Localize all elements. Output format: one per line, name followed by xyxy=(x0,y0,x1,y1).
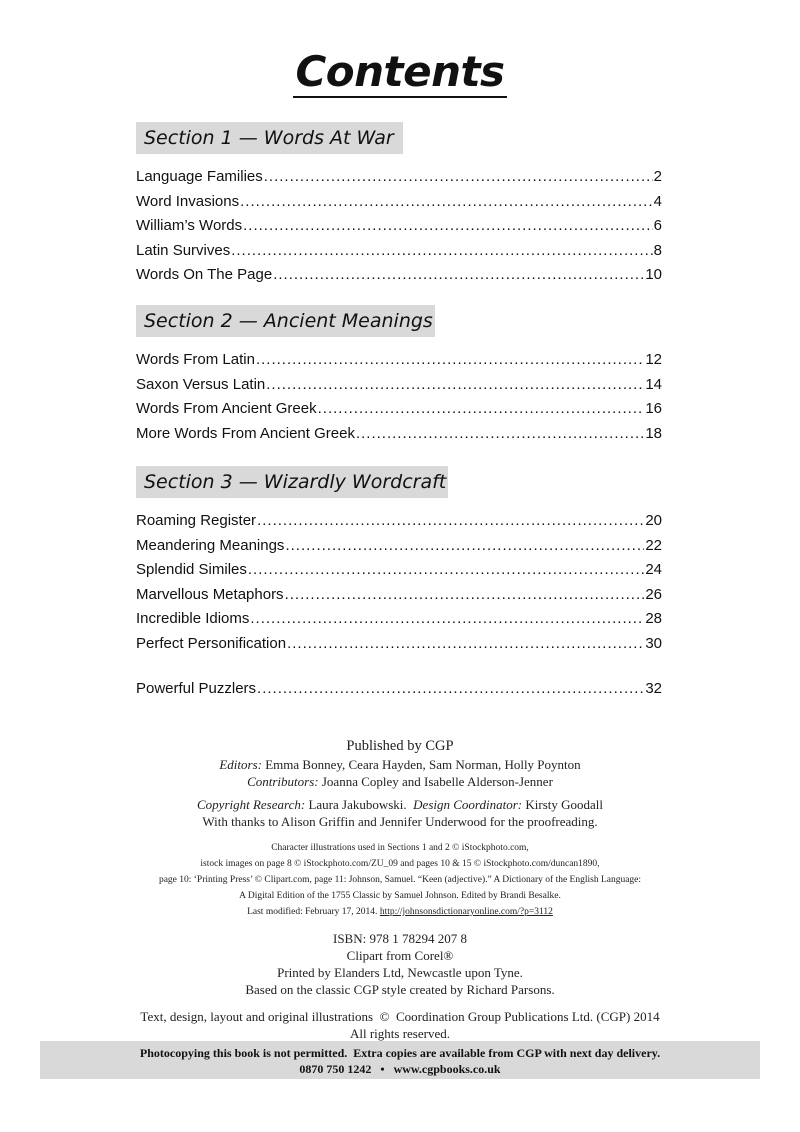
copyright-research-label: Copyright Research: xyxy=(197,797,306,812)
page-title: Contents xyxy=(295,47,505,96)
toc-entry-title: Incredible Idioms xyxy=(136,610,250,627)
toc-entry[interactable] xyxy=(136,561,662,586)
toc-entry[interactable] xyxy=(136,217,662,242)
section-2-heading: Section 2 — Ancient Meanings xyxy=(136,305,435,337)
toc-entry-title: Saxon Versus Latin xyxy=(136,375,266,393)
toc-entry-page: 24 xyxy=(645,561,662,578)
last-modified-line xyxy=(0,904,800,920)
toc-entry[interactable] xyxy=(136,537,662,562)
toc-entry[interactable] xyxy=(136,193,662,218)
toc-entry-page: 26 xyxy=(645,585,662,603)
toc-entry-page: 6 xyxy=(653,217,662,234)
copyright-notice: Text, design, layout and original illustrations © Coordination Group Publications Ltd. (CGP) 2014 xyxy=(140,1009,660,1024)
toc-entry-title: Powerful Puzzlers xyxy=(136,680,257,697)
illustration-credit-line: A Digital Edition of the 1755 Classic by Samuel Johnson. Edited by Brandi Besalke. xyxy=(239,891,561,901)
toc-entry[interactable] xyxy=(136,400,662,425)
dot-leader xyxy=(256,351,644,368)
toc-entry-title: Marvellous Metaphors xyxy=(136,585,284,603)
bullet-separator: • xyxy=(380,1062,385,1076)
toc-entry[interactable] xyxy=(136,635,662,660)
isbn: ISBN: 978 1 78294 207 8 xyxy=(333,931,467,946)
toc-entry-page: 2 xyxy=(653,168,662,185)
clipart-credit: Clipart from Corel® xyxy=(346,948,454,963)
illustration-credit-line: Character illustrations used in Sections 1 and 2 © iStockphoto.com, xyxy=(271,843,529,853)
toc-entry-title: Splendid Similes xyxy=(136,561,247,578)
design-coordinator: Kirsty Goodall xyxy=(525,797,603,812)
toc-entry-page: 8 xyxy=(653,241,662,259)
toc-entry[interactable] xyxy=(136,168,662,193)
section-1-heading: Section 1 — Words At War xyxy=(136,122,403,154)
design-coordinator-label: Design Coordinator: xyxy=(413,797,523,812)
toc-entry-title: William’s Words xyxy=(136,217,243,234)
section-3-heading: Section 3 — Wizardly Wordcraft xyxy=(136,466,448,498)
toc-entry[interactable] xyxy=(136,266,662,291)
editors-label: Editors: xyxy=(219,757,262,772)
based-on: Based on the classic CGP style created by Richard Parsons. xyxy=(245,982,555,997)
toc-entry-page: 22 xyxy=(645,536,662,554)
toc-entry-page: 32 xyxy=(645,680,662,697)
research-line xyxy=(0,796,800,813)
dot-leader xyxy=(231,242,652,259)
dot-leader xyxy=(285,586,645,603)
toc-entry-title: Words From Ancient Greek xyxy=(136,400,317,417)
toc-entry-title: Meandering Meanings xyxy=(136,536,285,554)
footer-phone: 0870 750 1242 xyxy=(299,1062,372,1076)
extra-list xyxy=(136,680,662,705)
toc-entry-title: Words From Latin xyxy=(136,351,255,368)
published-by: Published by CGP xyxy=(346,738,454,754)
print-info xyxy=(0,930,800,998)
last-modified: Last modified: February 17, 2014. xyxy=(247,907,378,917)
dot-leader xyxy=(287,635,644,652)
dot-leader xyxy=(266,376,644,393)
toc-entry-page: 10 xyxy=(645,266,662,283)
johnson-dictionary-link[interactable]: http://johnsonsdictionaryonline.com/?p=3112 xyxy=(379,907,553,917)
toc-entry-title: Latin Survives xyxy=(136,241,231,259)
toc-entry-page: 14 xyxy=(645,375,662,393)
contributors-label: Contributors: xyxy=(247,774,319,789)
illustration-credit-line: page 10: ‘Printing Press’ © Clipart.com, page 11: Johnson, Samuel. “Keen (adjective).” A Dictionary of the English Language: xyxy=(158,875,642,885)
dot-leader xyxy=(250,610,644,627)
section-3-list xyxy=(136,512,662,659)
rights-reserved: All rights reserved. xyxy=(349,1026,450,1041)
toc-entry[interactable] xyxy=(136,351,662,376)
illustration-credits xyxy=(0,840,800,920)
toc-entry-page: 20 xyxy=(645,512,662,529)
footer-website[interactable]: www.cgpbooks.co.uk xyxy=(393,1062,501,1076)
copyright-info xyxy=(0,1008,800,1042)
toc-entry-title: Language Families xyxy=(136,168,263,185)
toc-entry[interactable] xyxy=(136,680,662,705)
toc-entry-page: 18 xyxy=(645,424,662,442)
toc-entry[interactable] xyxy=(136,425,662,450)
dot-leader xyxy=(257,512,644,529)
section-1-list xyxy=(136,168,662,291)
toc-entry-page: 4 xyxy=(653,192,662,210)
thanks-line: With thanks to Alison Griffin and Jennifer Underwood for the proofreading. xyxy=(202,814,598,829)
copyright-research: Laura Jakubowski. xyxy=(308,797,407,812)
page-title-wrap xyxy=(0,46,800,98)
dot-leader xyxy=(248,561,644,578)
dot-leader xyxy=(356,425,644,442)
dot-leader xyxy=(285,537,644,554)
dot-leader xyxy=(243,217,653,234)
toc-entry[interactable] xyxy=(136,610,662,635)
dot-leader xyxy=(264,168,653,185)
editors: Emma Bonney, Ceara Hayden, Sam Norman, Holly Poynton xyxy=(265,757,581,772)
contributors: Joanna Copley and Isabelle Alderson-Jenner xyxy=(321,774,553,789)
illustration-credit-line: istock images on page 8 © iStockphoto.com/ZU_09 and pages 10 & 15 © iStockphoto.com/duncan1890, xyxy=(200,859,600,869)
toc-entry[interactable] xyxy=(136,376,662,401)
printed-by: Printed by Elanders Ltd, Newcastle upon Tyne. xyxy=(277,965,523,980)
toc-entry-title: Roaming Register xyxy=(136,512,257,529)
footer-bar xyxy=(40,1041,760,1079)
dot-leader xyxy=(240,193,653,210)
toc-entry-page: 28 xyxy=(645,610,662,627)
toc-entry-page: 30 xyxy=(645,634,662,652)
dot-leader xyxy=(273,266,644,283)
footer-contact xyxy=(40,1061,760,1077)
toc-entry-page: 12 xyxy=(645,351,662,368)
toc-entry[interactable] xyxy=(136,512,662,537)
toc-entry-title: Word Invasions xyxy=(136,192,240,210)
toc-entry-title: Words On The Page xyxy=(136,266,273,283)
toc-entry-title: Perfect Personification xyxy=(136,634,287,652)
toc-entry[interactable] xyxy=(136,586,662,611)
dot-leader xyxy=(257,680,644,697)
credits-block xyxy=(0,736,800,1042)
section-2-list xyxy=(136,351,662,449)
footer-notice: Photocopying this book is not permitted. Extra copies are available from CGP with next day delivery. xyxy=(139,1046,661,1060)
toc-entry-page: 16 xyxy=(645,400,662,417)
toc-entry[interactable] xyxy=(136,242,662,267)
editors-line xyxy=(0,756,800,773)
dot-leader xyxy=(318,400,645,417)
toc-entry-title: More Words From Ancient Greek xyxy=(136,424,355,442)
contributors-line xyxy=(0,773,800,790)
